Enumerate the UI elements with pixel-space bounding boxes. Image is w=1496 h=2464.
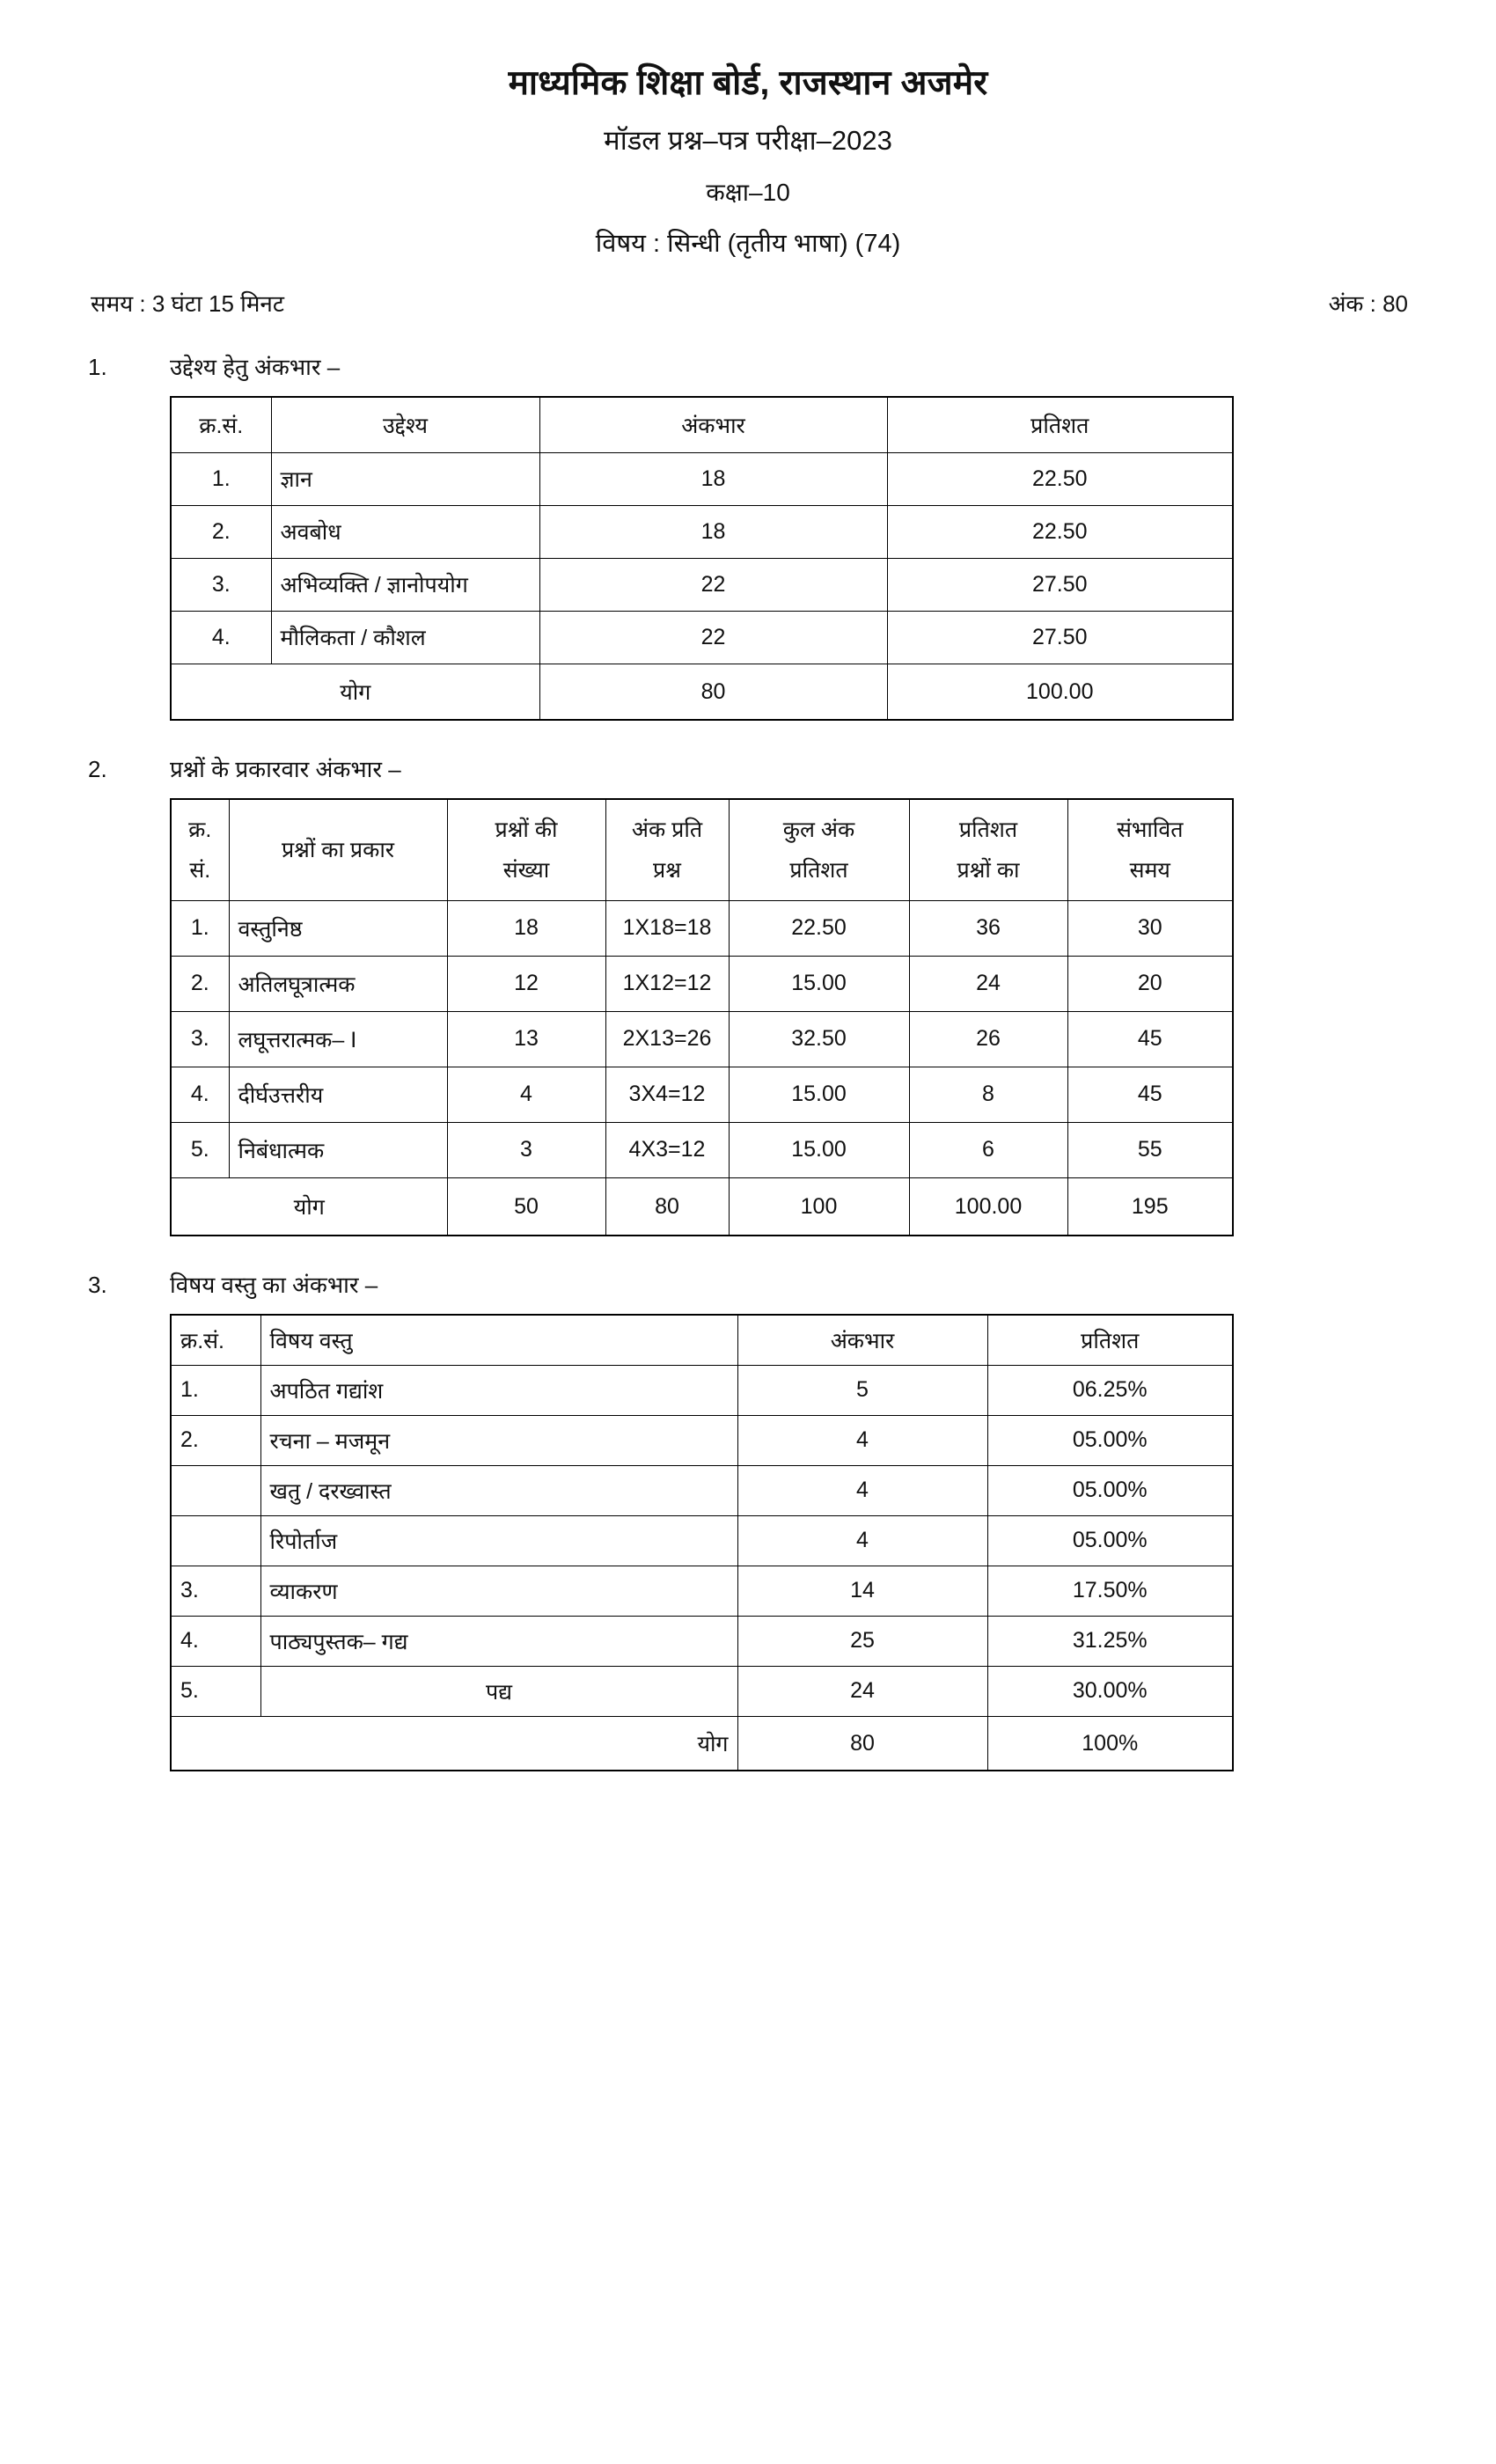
paper-title: मॉडल प्रश्न–पत्र परीक्षा–2023 [604, 124, 892, 156]
table-row [171, 1365, 1233, 1415]
cell-total-marks: 80 [737, 1716, 987, 1771]
cell-marks-per-question: 4X3=12 [605, 1122, 729, 1177]
document-header [0, 0, 1496, 259]
cell-objective: अभिव्यक्ति / ज्ञानोपयोग [271, 558, 539, 611]
cell-question-count: 3 [447, 1122, 605, 1177]
section-1-title: उद्देश्य हेतु अंकभार – [170, 354, 341, 381]
section-2-number: 2. [88, 756, 107, 783]
table-row [171, 1515, 1233, 1566]
cell-total-question-count: 50 [447, 1177, 605, 1236]
cell-content-item: खतु / दरख्वास्त [260, 1465, 737, 1515]
cell-percent: 17.50% [987, 1566, 1233, 1616]
cell-serial: 5. [171, 1666, 260, 1716]
table-row [171, 505, 1233, 558]
table-row [171, 1616, 1233, 1666]
cell-percent: 22.50 [887, 505, 1233, 558]
cell-serial: 4. [171, 611, 271, 664]
cell-serial [171, 1465, 260, 1515]
cell-percent: 27.50 [887, 558, 1233, 611]
th-marks: अंकभार [737, 1315, 987, 1365]
table-row [171, 611, 1233, 664]
cell-estimated-time: 45 [1067, 1067, 1233, 1122]
th-marks-per-question [605, 799, 729, 900]
cell-percent-of-questions: 36 [909, 900, 1067, 956]
content-weightage-table [170, 1314, 1234, 1771]
cell-objective: अवबोध [271, 505, 539, 558]
table-total-row [171, 1177, 1233, 1236]
cell-marks: 4 [737, 1465, 987, 1515]
th-serial [171, 799, 229, 900]
cell-total-marks: 80 [539, 664, 887, 720]
subject-line: विषय : सिन्धी (तृतीय भाषा) (74) [595, 229, 901, 258]
th-estimated-time [1067, 799, 1233, 900]
cell-question-type: निबंधात्मक [229, 1122, 447, 1177]
cell-total-percent-of-questions: 100.00 [909, 1177, 1067, 1236]
th-marks: अंकभार [539, 397, 887, 452]
cell-serial: 1. [171, 900, 229, 956]
th-estimated-time-line1: संभावित [1116, 817, 1184, 842]
th-percent-of-questions-line2: प्रश्नों का [957, 858, 1020, 884]
table-row [171, 1465, 1233, 1515]
cell-serial: 4. [171, 1616, 260, 1666]
table-header-row [171, 397, 1233, 452]
th-percent: प्रतिशत [887, 397, 1233, 452]
cell-marks-per-question: 1X12=12 [605, 956, 729, 1011]
table-row [171, 900, 1233, 956]
cell-percent: 27.50 [887, 611, 1233, 664]
cell-percent: 30.00% [987, 1666, 1233, 1716]
cell-serial: 2. [171, 1415, 260, 1465]
cell-marks: 24 [737, 1666, 987, 1716]
th-content-item: विषय वस्तु [260, 1315, 737, 1365]
th-serial-line2: सं. [189, 858, 211, 884]
section-content-weightage [0, 1268, 1496, 1771]
section-1-number: 1. [88, 354, 107, 381]
cell-total-marks-percent: 100 [729, 1177, 909, 1236]
cell-serial: 4. [171, 1067, 229, 1122]
th-percent: प्रतिशत [987, 1315, 1233, 1365]
cell-total-marks: 80 [605, 1177, 729, 1236]
cell-total-label: योग [171, 1177, 447, 1236]
cell-question-count: 18 [447, 900, 605, 956]
exam-meta-row [0, 287, 1496, 319]
cell-question-count: 12 [447, 956, 605, 1011]
objectives-weightage-table [170, 396, 1234, 721]
cell-serial [171, 1515, 260, 1566]
th-marks-per-question-line1: अंक प्रति [631, 817, 703, 842]
th-total-marks-percent-line2: प्रतिशत [789, 858, 848, 884]
cell-marks-per-question: 3X4=12 [605, 1067, 729, 1122]
section-2-title: प्रश्नों के प्रकारवार अंकभार – [170, 756, 401, 783]
cell-question-type: दीर्घउत्तरीय [229, 1067, 447, 1122]
question-types-weightage-table [170, 798, 1234, 1236]
cell-estimated-time: 30 [1067, 900, 1233, 956]
cell-marks: 18 [539, 452, 887, 505]
cell-question-type: वस्तुनिष्ठ [229, 900, 447, 956]
section-2-heading [88, 752, 1496, 784]
cell-total-marks-percent: 32.50 [729, 1011, 909, 1067]
cell-serial: 3. [171, 558, 271, 611]
cell-percent: 31.25% [987, 1616, 1233, 1666]
cell-question-count: 13 [447, 1011, 605, 1067]
table-row [171, 1067, 1233, 1122]
cell-estimated-time: 45 [1067, 1011, 1233, 1067]
cell-question-count: 4 [447, 1067, 605, 1122]
th-question-count [447, 799, 605, 900]
cell-marks-per-question: 2X13=26 [605, 1011, 729, 1067]
th-objective: उद्देश्य [271, 397, 539, 452]
th-question-count-line2: संख्या [502, 858, 550, 884]
cell-serial: 2. [171, 956, 229, 1011]
board-name: माध्यमिक शिक्षा बोर्ड, राजस्थान अजमेर [508, 64, 988, 102]
class-line: कक्षा–10 [706, 178, 790, 206]
cell-marks-per-question: 1X18=18 [605, 900, 729, 956]
cell-marks: 22 [539, 558, 887, 611]
th-percent-of-questions [909, 799, 1067, 900]
th-serial: क्र.सं. [171, 1315, 260, 1365]
cell-marks: 5 [737, 1365, 987, 1415]
th-question-count-line1: प्रश्नों की [495, 817, 558, 842]
cell-percent: 06.25% [987, 1365, 1233, 1415]
table-row [171, 1666, 1233, 1716]
section-3-heading [88, 1268, 1496, 1300]
cell-percent: 05.00% [987, 1515, 1233, 1566]
cell-content-item: व्याकरण [260, 1566, 737, 1616]
th-percent-of-questions-line1: प्रतिशत [958, 817, 1018, 842]
th-estimated-time-line2: समय [1129, 858, 1170, 884]
cell-marks: 22 [539, 611, 887, 664]
table-row [171, 956, 1233, 1011]
table-header-row [171, 1315, 1233, 1365]
table-header-row [171, 799, 1233, 900]
th-serial: क्र.सं. [171, 397, 271, 452]
th-question-type-line1: प्रश्नों का प्रकार [281, 838, 395, 862]
section-objectives [0, 350, 1496, 721]
section-1-heading [88, 350, 1496, 382]
cell-content-item: पाठ्यपुस्तक– गद्य [260, 1616, 737, 1666]
cell-estimated-time: 20 [1067, 956, 1233, 1011]
cell-total-percent: 100% [987, 1716, 1233, 1771]
cell-question-type: लघूत्तरात्मक– I [229, 1011, 447, 1067]
cell-percent: 22.50 [887, 452, 1233, 505]
cell-content-item: रिपोर्ताज [260, 1515, 737, 1566]
cell-total-label: योग [171, 664, 539, 720]
cell-total-marks-percent: 22.50 [729, 900, 909, 956]
table-row [171, 1566, 1233, 1616]
cell-marks: 18 [539, 505, 887, 558]
section-question-types [0, 752, 1496, 1236]
exam-total-marks: अंक : 80 [1328, 290, 1408, 318]
cell-total-marks-percent: 15.00 [729, 956, 909, 1011]
cell-percent-of-questions: 26 [909, 1011, 1067, 1067]
cell-percent-of-questions: 8 [909, 1067, 1067, 1122]
cell-serial: 5. [171, 1122, 229, 1177]
cell-objective: ज्ञान [271, 452, 539, 505]
th-total-marks-percent [729, 799, 909, 900]
cell-objective: मौलिकता / कौशल [271, 611, 539, 664]
th-total-marks-percent-line1: कुल अंक [782, 817, 855, 842]
cell-total-estimated-time: 195 [1067, 1177, 1233, 1236]
cell-serial: 1. [171, 452, 271, 505]
th-serial-line1: क्र. [188, 817, 212, 842]
cell-content-item: रचना – मजमून [260, 1415, 737, 1465]
cell-content-item: पद्य [260, 1666, 737, 1716]
cell-total-marks-percent: 15.00 [729, 1067, 909, 1122]
cell-serial: 3. [171, 1011, 229, 1067]
cell-percent: 05.00% [987, 1465, 1233, 1515]
section-3-number: 3. [88, 1272, 107, 1299]
cell-marks: 25 [737, 1616, 987, 1666]
cell-total-marks-percent: 15.00 [729, 1122, 909, 1177]
table-total-row [171, 664, 1233, 720]
table-row [171, 452, 1233, 505]
table-row [171, 1415, 1233, 1465]
cell-serial: 2. [171, 505, 271, 558]
cell-percent-of-questions: 6 [909, 1122, 1067, 1177]
table-total-row [171, 1716, 1233, 1771]
cell-total-label: योग [171, 1716, 737, 1771]
table-row [171, 1011, 1233, 1067]
cell-question-type: अतिलघूत्रात्मक [229, 956, 447, 1011]
cell-total-percent: 100.00 [887, 664, 1233, 720]
cell-marks: 14 [737, 1566, 987, 1616]
exam-duration: समय : 3 घंटा 15 मिनट [91, 290, 284, 318]
cell-percent: 05.00% [987, 1415, 1233, 1465]
th-question-type [229, 799, 447, 900]
cell-estimated-time: 55 [1067, 1122, 1233, 1177]
table-row [171, 1122, 1233, 1177]
cell-serial: 3. [171, 1566, 260, 1616]
cell-marks: 4 [737, 1415, 987, 1465]
th-marks-per-question-line2: प्रश्न [653, 858, 681, 884]
table-row [171, 558, 1233, 611]
section-3-title: विषय वस्तु का अंकभार – [170, 1272, 378, 1299]
cell-serial: 1. [171, 1365, 260, 1415]
cell-content-item: अपठित गद्यांश [260, 1365, 737, 1415]
cell-marks: 4 [737, 1515, 987, 1566]
cell-percent-of-questions: 24 [909, 956, 1067, 1011]
